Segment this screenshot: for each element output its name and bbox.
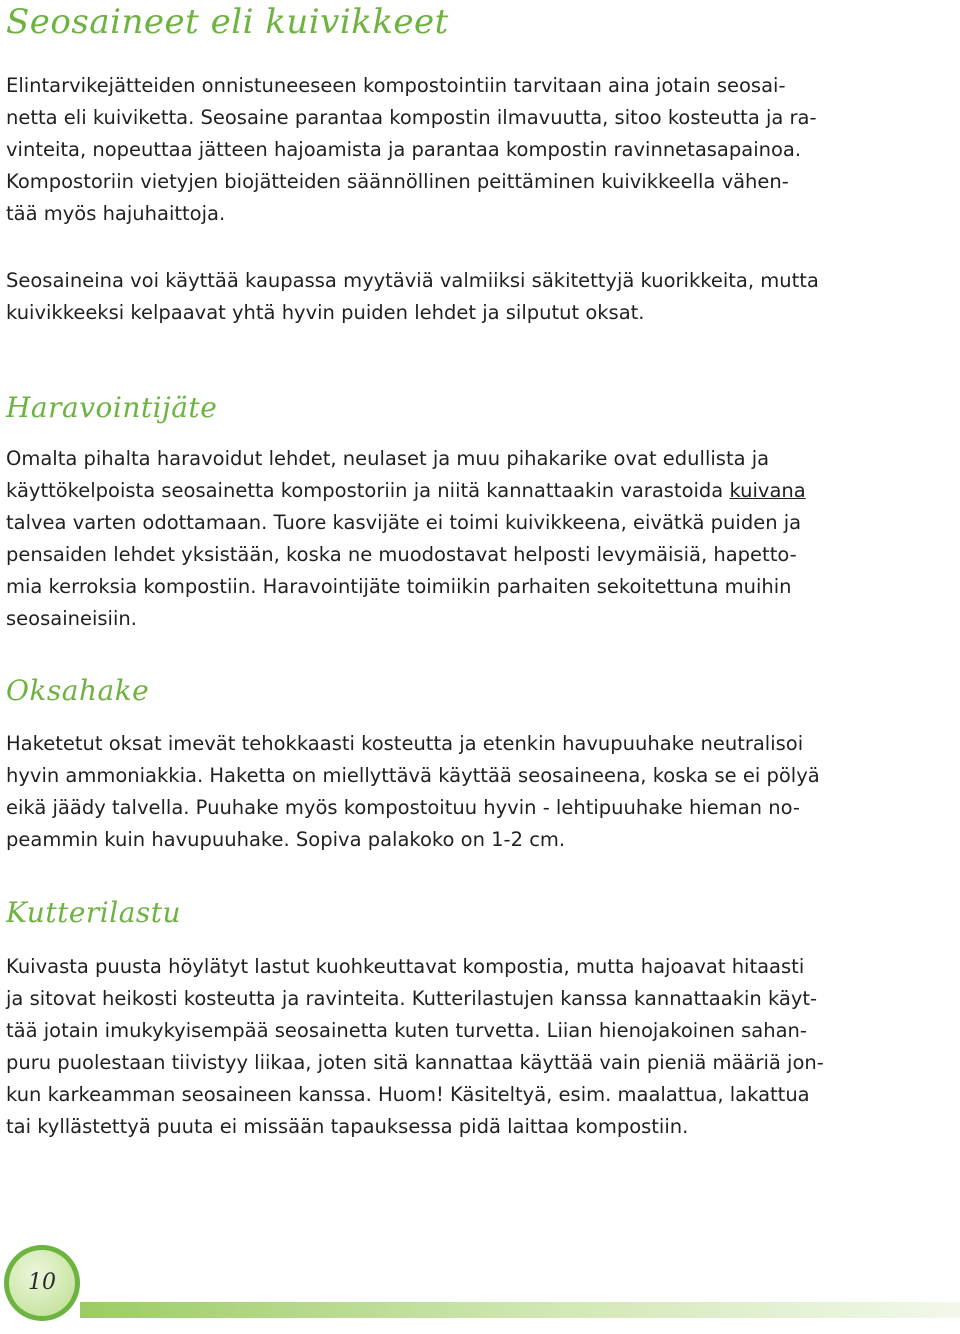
text-line: kuivikkeeksi kelpaavat yhtä hyvin puiden lehdet ja silputut oksat. <box>6 301 645 324</box>
text-line: peammin kuin havupuuhake. Sopiva palakoko on 1-2 cm. <box>6 828 566 851</box>
text-line: Kompostoriin vietyjen biojätteiden säännöllinen peittäminen kuivikkeella vähen- <box>6 170 789 193</box>
text-line: Elintarvikejätteiden onnistuneeseen kompostointiin tarvitaan aina jotain seosai- <box>6 74 786 97</box>
text-line: kun karkeamman seosaineen kanssa. Huom! Käsiteltyä, esim. maalattua, lakattua <box>6 1083 810 1106</box>
text-line: puru puolestaan tiivistyy liikaa, joten sitä kannattaa käyttää vain pieniä määriä jon- <box>6 1051 824 1074</box>
underlined-word: kuivana <box>729 479 806 502</box>
page-number-circle <box>9 1250 75 1316</box>
text-line: eikä jäädy talvella. Puuhake myös kompostoituu hyvin - lehtipuuhake hieman no- <box>6 796 800 819</box>
oksahake-paragraph <box>6 728 896 856</box>
text-line: seosaineisiin. <box>6 607 137 630</box>
text-line: ja sitovat heikosti kosteutta ja ravinteita. Kutterilastujen kanssa kannattaakin käyt- <box>6 987 818 1010</box>
page-title: Seosaineet eli kuivikkeet <box>6 2 449 42</box>
text-line: Haketetut oksat imevät tehokkaasti kosteutta ja etenkin havupuuhake neutralisoi <box>6 732 804 755</box>
text-line: vinteita, nopeuttaa jätteen hajoamista ja parantaa kompostin ravinnetasapainoa. <box>6 138 802 161</box>
text-line: tää myös hajuhaittoja. <box>6 202 226 225</box>
intro-paragraph-1 <box>6 70 896 230</box>
page-number-badge <box>4 1245 80 1321</box>
footer-decoration-bar <box>80 1302 960 1318</box>
text-line: Kuivasta puusta höylätyt lastut kuohkeuttavat kompostia, mutta hajoavat hitaasti <box>6 955 805 978</box>
text-line: talvea varten odottamaan. Tuore kasvijäte ei toimi kuivikkeena, eivätkä puiden ja <box>6 511 802 534</box>
text-segment: käyttökelpoista seosainetta kompostoriin ja niitä kannattaakin varastoida <box>6 479 730 502</box>
page-number: 10 <box>28 1270 56 1295</box>
section-heading-haravointijate: Haravointijäte <box>6 391 218 424</box>
text-line: pensaiden lehdet yksistään, koska ne muodostavat helposti levymäisiä, hapetto- <box>6 543 797 566</box>
kutterilastu-paragraph <box>6 951 896 1143</box>
text-line: Seosaineina voi käyttää kaupassa myytäviä valmiiksi säkitettyjä kuorikkeita, mutta <box>6 269 819 292</box>
section-heading-kutterilastu: Kutterilastu <box>6 896 182 929</box>
text-line: tai kyllästettyä puuta ei missään tapauksessa pidä laittaa kompostiin. <box>6 1115 689 1138</box>
section-heading-oksahake: Oksahake <box>6 674 150 707</box>
text-line: hyvin ammoniakkia. Haketta on miellyttävä käyttää seosaineena, koska se ei pölyä <box>6 764 820 787</box>
text-line: netta eli kuiviketta. Seosaine parantaa kompostin ilmavuutta, sitoo kosteutta ja ra- <box>6 106 817 129</box>
text-line <box>6 475 896 507</box>
text-line: mia kerroksia kompostiin. Haravointijäte toimiikin parhaiten sekoitettuna muihin <box>6 575 792 598</box>
text-line: Omalta pihalta haravoidut lehdet, neulaset ja muu pihakarike ovat edullista ja <box>6 447 770 470</box>
intro-paragraph-2 <box>6 265 896 329</box>
text-line: tää jotain imukykyisempää seosainetta kuten turvetta. Liian hienojakoinen sahan- <box>6 1019 807 1042</box>
haravointijate-paragraph <box>6 443 896 635</box>
